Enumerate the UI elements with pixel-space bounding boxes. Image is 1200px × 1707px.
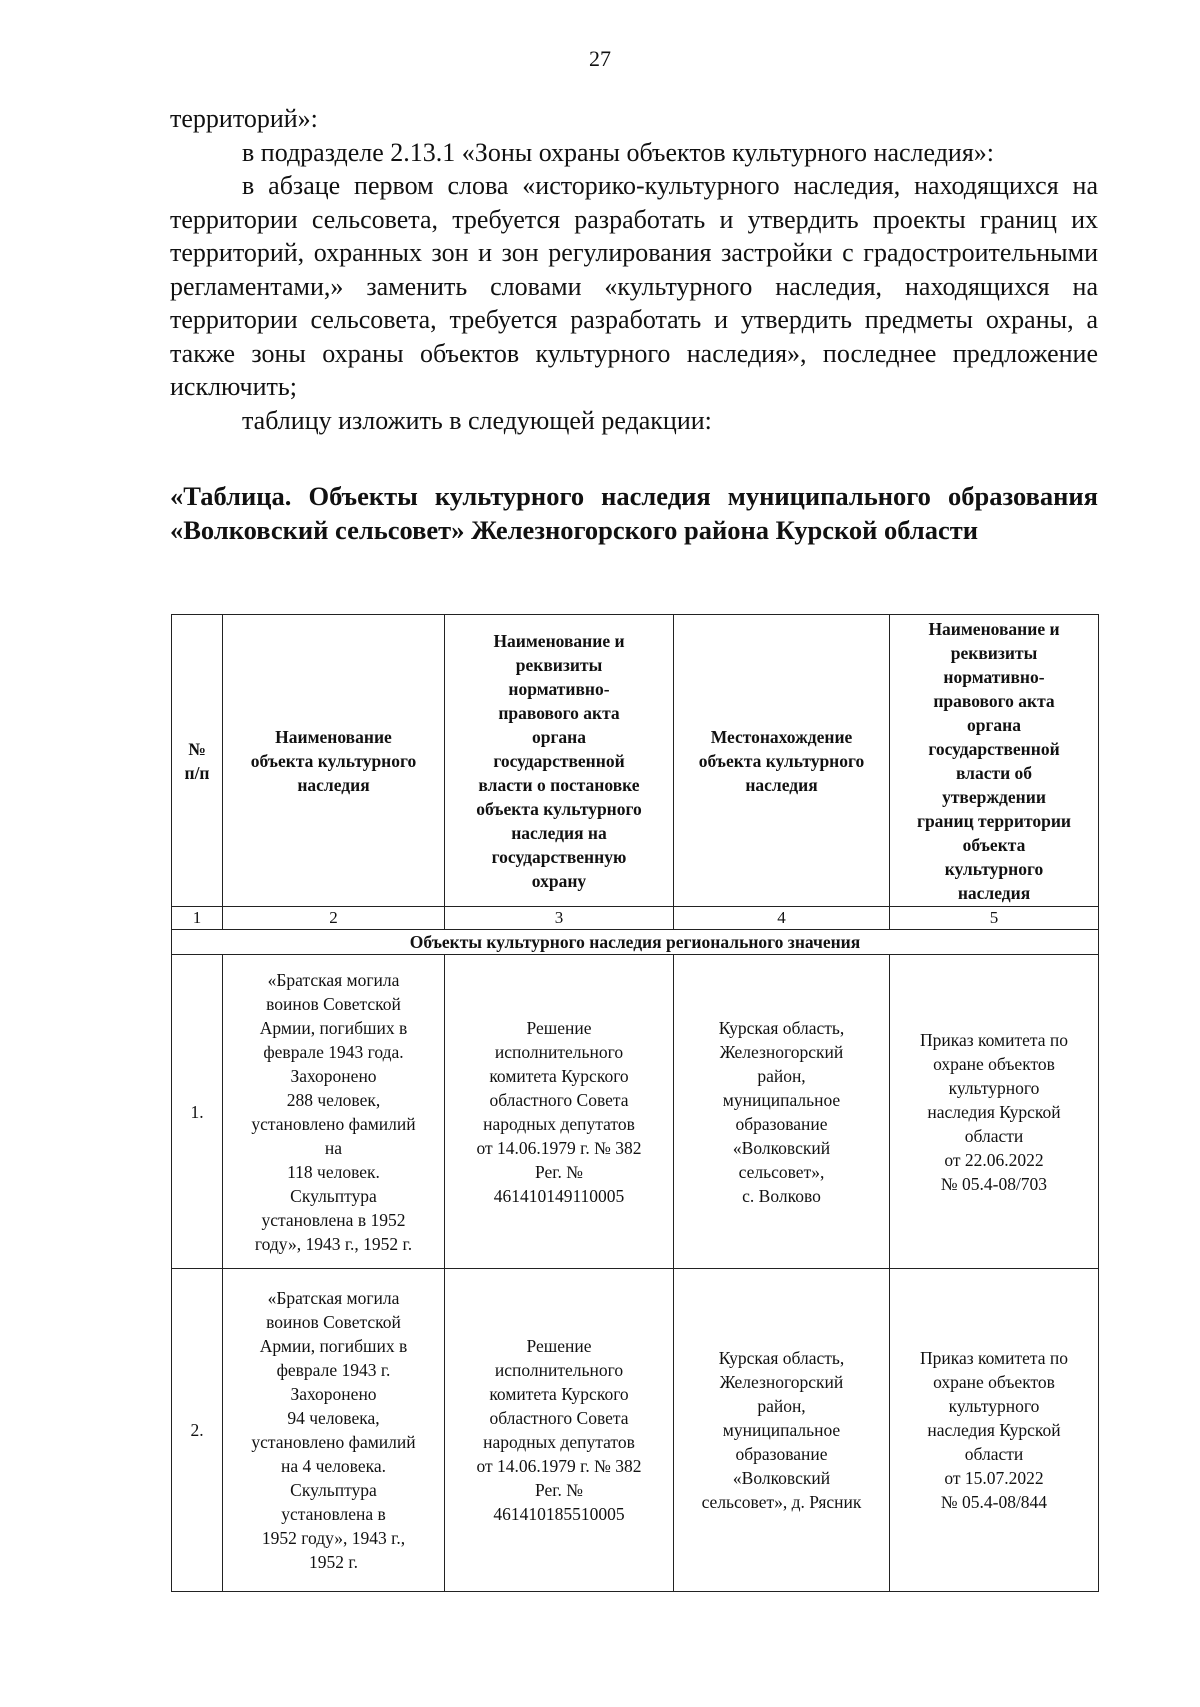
header-object-name: Наименование объекта культурного наследия <box>223 615 445 907</box>
section-title: Объекты культурного наследия регионального значения <box>172 930 1099 955</box>
paragraph-subsection: в подразделе 2.13.1 «Зоны охраны объектов культурного наследия»: <box>242 137 995 167</box>
heritage-objects-table <box>171 614 1099 1592</box>
table-row <box>172 955 1099 1269</box>
table-title: «Таблица. Объекты культурного наследия муниципального образования «Волковский сельсовет» Железногорского района Курской области <box>170 481 1098 545</box>
column-number-row <box>172 907 1099 930</box>
column-number: 5 <box>890 907 1099 930</box>
column-number: 2 <box>223 907 445 930</box>
location-cell: Курская область, Железногорский район, муниципальное образование «Волковский сельсовет», д. Рясник <box>674 1269 890 1592</box>
paragraph-amendment: в абзаце первом слова «историко-культурного наследия, находящихся на территории сельсовета, требуется разработать и утвердить проекты границ их территорий, охранных зон и зон регулирования застройки с градостроительными регламентами,» заменить словами «культурного наследия, находящихся на территории сельсовета, требуется разработать и утвердить предметы охраны, а также зоны охраны объектов культурного наследия», последнее предложение исключить; <box>170 171 1098 401</box>
table-header-row <box>172 615 1099 907</box>
header-protection-act: Наименование и реквизиты нормативно- правового акта органа государственной власти о постановке объекта культурного наследия на государственную охрану <box>445 615 674 907</box>
row-number: 1. <box>172 955 223 1269</box>
header-number: № п/п <box>172 615 223 907</box>
paragraph-continuation: территорий»: <box>170 104 318 133</box>
table-row <box>172 1269 1099 1592</box>
header-location: Местонахождение объекта культурного наследия <box>674 615 890 907</box>
body-text <box>170 102 1098 437</box>
paragraph-table-intro: таблицу изложить в следующей редакции: <box>242 405 712 435</box>
page-number: 27 <box>589 46 611 71</box>
header-boundary-act: Наименование и реквизиты нормативно- правового акта органа государственной власти об утверждении границ территории объекта культурного наследия <box>890 615 1099 907</box>
protection-act-cell: Решение исполнительного комитета Курского областного Совета народных депутатов от 14.06.1979 г. № 382 Рег. № 461410149110005 <box>445 955 674 1269</box>
boundary-act-cell: Приказ комитета по охране объектов культурного наследия Курской области от 22.06.2022 № 05.4-08/703 <box>890 955 1099 1269</box>
protection-act-cell: Решение исполнительного комитета Курского областного Совета народных депутатов от 14.06.1979 г. № 382 Рег. № 461410185510005 <box>445 1269 674 1592</box>
column-number: 3 <box>445 907 674 930</box>
object-name-cell: «Братская могила воинов Советской Армии, погибших в феврале 1943 года. Захоронено 288 человек, установлено фамилий на 118 человек. Скульптура установлена в 1952 году», 1943 г., 1952 г. <box>223 955 445 1269</box>
row-number: 2. <box>172 1269 223 1592</box>
column-number: 1 <box>172 907 223 930</box>
section-row <box>172 930 1099 955</box>
location-cell: Курская область, Железногорский район, муниципальное образование «Волковский сельсовет», с. Волково <box>674 955 890 1269</box>
boundary-act-cell: Приказ комитета по охране объектов культурного наследия Курской области от 15.07.2022 № 05.4-08/844 <box>890 1269 1099 1592</box>
object-name-cell: «Братская могила воинов Советской Армии, погибших в феврале 1943 г. Захоронено 94 человека, установлено фамилий на 4 человека. Скульптура установлена в 1952 году», 1943 г., 1952 г. <box>223 1269 445 1592</box>
column-number: 4 <box>674 907 890 930</box>
